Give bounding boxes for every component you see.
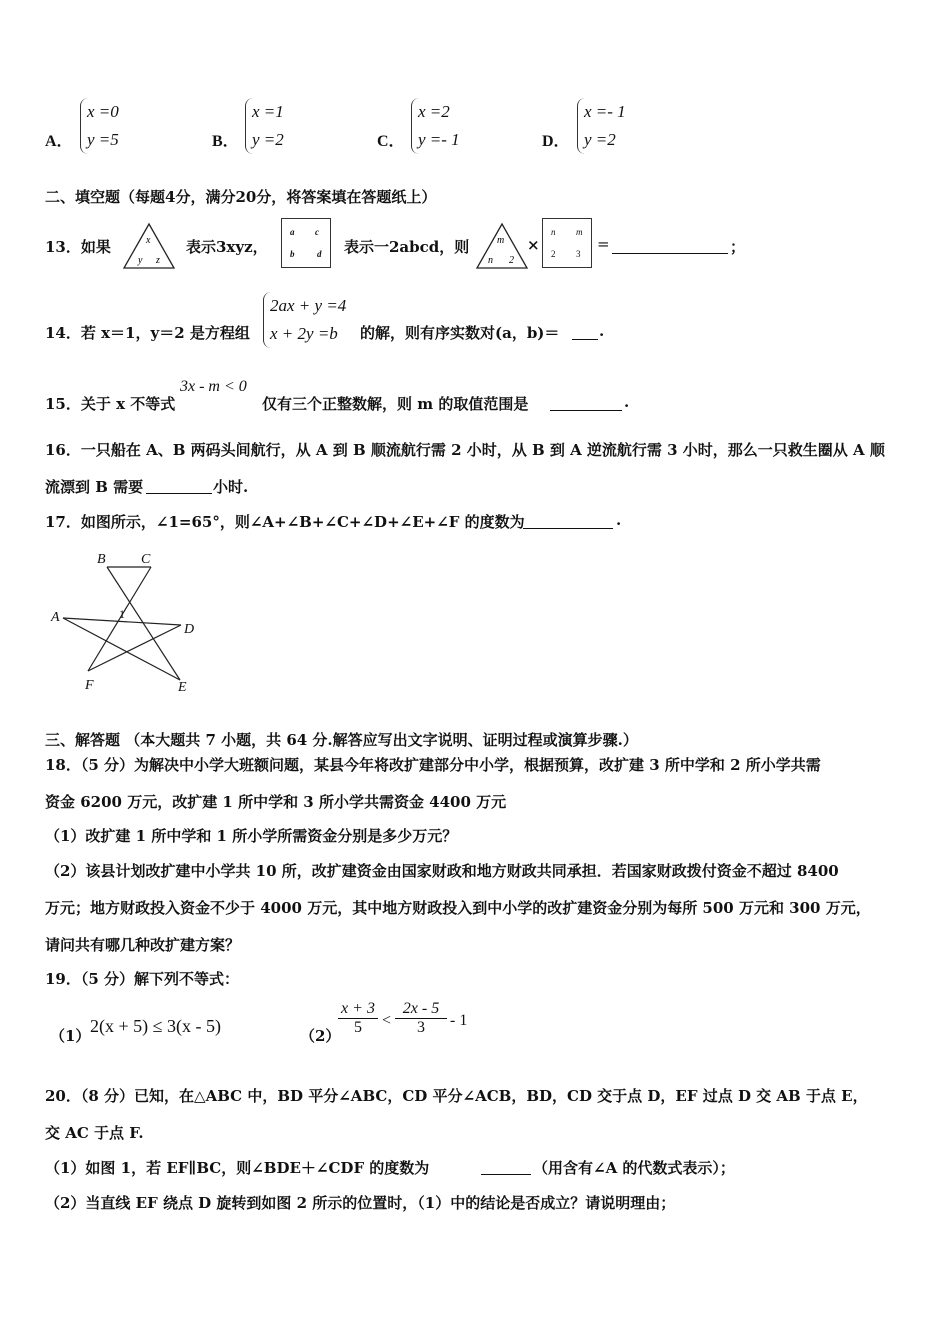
square-cell-d: d <box>317 249 322 259</box>
part-label: （1） <box>50 1027 91 1045</box>
q20-sub-2: （2）当直线 EF 绕点 D 旋转到如图 2 所示的位置时，（1）中的结论是否成立？请说明理由； <box>45 1194 676 1212</box>
triangle-figure <box>475 222 529 270</box>
triangle-top-label: m <box>497 235 505 246</box>
option-label: D． <box>542 133 570 150</box>
numerator: 2x - 5 <box>395 1000 447 1019</box>
q16-line-1: 16．一只船在 A、B 两码头间航行，从 A 到 B 顺流航行需 2 小时，从 B 到 A 逆流航行需 3 小时，那么一只救生圈从 A 顺 <box>45 441 885 459</box>
triangle-figure <box>122 222 176 270</box>
square-figure <box>281 218 331 268</box>
answer-blank <box>550 396 622 411</box>
point-a-label: A <box>51 610 60 625</box>
denominator: 3 <box>417 1019 425 1036</box>
triangle-right-label: 2 <box>509 255 514 266</box>
q13-end: ； <box>730 238 746 256</box>
numerator: x + 3 <box>338 1000 378 1019</box>
q14-end: . <box>599 322 605 340</box>
inequality-1: 2(x + 5) ≤ 3(x - 5) <box>90 1016 222 1036</box>
equation-system <box>577 98 626 154</box>
answer-blank <box>523 514 613 529</box>
triangle-right-label: z <box>156 255 160 266</box>
inequality: 3x - m < 0 <box>180 378 247 395</box>
equation: 2ax + y =4 <box>270 296 347 315</box>
point-e-label: E <box>178 680 187 695</box>
times-sign: × <box>527 236 540 254</box>
point-f-label: F <box>85 678 94 693</box>
q19-title: 19．（5 分）解下列不等式： <box>45 970 240 988</box>
option-label: A． <box>45 133 73 150</box>
q20-line-1: 20．（8 分）已知，在△ABC 中，BD 平分∠ABC，CD 平分∠ACB，BD，CD 交于点 D，EF 过点 D 交 AB 于点 E， <box>45 1087 868 1105</box>
q18-line-2: 资金 6200 万元，改扩建 1 所中学和 3 所小学共需资金 4400 万元 <box>45 793 507 811</box>
q15-suffix: 仅有三个正整数解，则 m 的取值范围是 <box>262 395 529 413</box>
triangle-left-label: y <box>138 255 143 266</box>
option-label: B． <box>212 133 239 150</box>
equals-sign: = <box>597 235 610 253</box>
q18-line-1: 18．（5 分）为解决中小学大班额问题，某县今年将改扩建部分中小学，根据预算，改扩建 3 所中学和 2 所小学共需 <box>45 756 821 774</box>
equation: y =2 <box>584 130 616 149</box>
equation-system <box>411 98 460 154</box>
point-d-label: D <box>184 622 195 637</box>
star-figure <box>45 547 205 697</box>
q13-text-1: 表示3xyz， <box>186 238 268 256</box>
q15-end: . <box>624 393 630 411</box>
q17-text: 17．如图所示，∠1=65°，则∠A+∠B+∠C+∠D+∠E+∠F 的度数为 <box>45 513 525 531</box>
q20-sub-1-end: （用含有∠A 的代数式表示）； <box>533 1159 735 1177</box>
part-label: （2） <box>300 1027 341 1045</box>
minus-one: - 1 <box>450 1012 468 1029</box>
q18-sub-2a: （2）该县计划改扩建中小学共 10 所，改扩建资金由国家财政和地方财政共同承担．若国家财政拨付资金不超过 8400 <box>45 862 839 880</box>
answer-blank <box>481 1160 531 1175</box>
q14-prefix: 14．若 x＝1，y＝2 是方程组 <box>45 324 250 342</box>
equation: x =2 <box>418 102 450 121</box>
angle-1-label: 1 <box>119 607 125 621</box>
square-cell-c: c <box>315 227 319 237</box>
triangle-top-label: x <box>146 235 151 246</box>
q14-suffix: 的解，则有序实数对(a，b)＝ <box>360 324 560 342</box>
q18-sub-1: （1）改扩建 1 所中学和 1 所小学所需资金分别是多少万元？ <box>45 827 458 845</box>
square-cell-d: 3 <box>576 249 581 259</box>
answer-blank <box>146 479 212 494</box>
square-cell-a: n <box>551 227 556 237</box>
q16-line-2-end: 小时. <box>213 478 249 496</box>
point-c-label: C <box>141 552 151 567</box>
question-number: 13．如果 <box>45 238 111 256</box>
q13-text-2: 表示一2abcd，则 <box>344 238 470 256</box>
q17-end: . <box>616 511 622 529</box>
square-cell-b: 2 <box>551 249 556 259</box>
section-heading: 二、填空题（每题4分，满分20分，将答案填在答题纸上） <box>45 188 437 206</box>
answer-blank <box>612 239 728 254</box>
q20-line-2: 交 AC 于点 F. <box>45 1124 144 1142</box>
equation: x + 2y =b <box>270 324 338 343</box>
square-cell-a: a <box>290 227 295 237</box>
answer-blank <box>572 325 598 340</box>
q16-line-2: 流漂到 B 需要 <box>45 478 144 496</box>
point-b-label: B <box>97 552 106 567</box>
equation: y =5 <box>87 130 119 149</box>
q18-sub-2b: 万元；地方财政投入资金不少于 4000 万元，其中地方财政投入到中小学的改扩建资金分别为每所 500 万元和 300 万元， <box>45 899 871 917</box>
q20-sub-1: （1）如图 1，若 EF∥BC，则∠BDE＋∠CDF 的度数为 <box>45 1159 430 1177</box>
square-cell-c: m <box>576 227 583 237</box>
option-label: C． <box>377 133 405 150</box>
section-heading: 三、解答题 （本大题共 7 小题，共 64 分.解答应写出文字说明、证明过程或演算步骤.） <box>45 731 638 749</box>
triangle-left-label: n <box>488 255 493 266</box>
square-figure <box>542 218 592 268</box>
equation: x =- 1 <box>584 102 626 121</box>
denominator: 5 <box>354 1019 362 1036</box>
fraction-1 <box>338 1000 378 1037</box>
fraction-2 <box>395 1000 447 1037</box>
equation: x =1 <box>252 102 284 121</box>
square-cell-b: b <box>290 249 295 259</box>
q15-prefix: 15．关于 x 不等式 <box>45 395 176 413</box>
q18-sub-2c: 请问共有哪几种改扩建方案？ <box>45 936 241 954</box>
equation: x =0 <box>87 102 119 121</box>
less-than-sign: < <box>382 1012 392 1029</box>
equation-system <box>245 98 284 154</box>
equation-system <box>80 98 119 154</box>
equation: y =2 <box>252 130 284 149</box>
equation-system <box>263 292 346 348</box>
equation: y =- 1 <box>418 130 460 149</box>
